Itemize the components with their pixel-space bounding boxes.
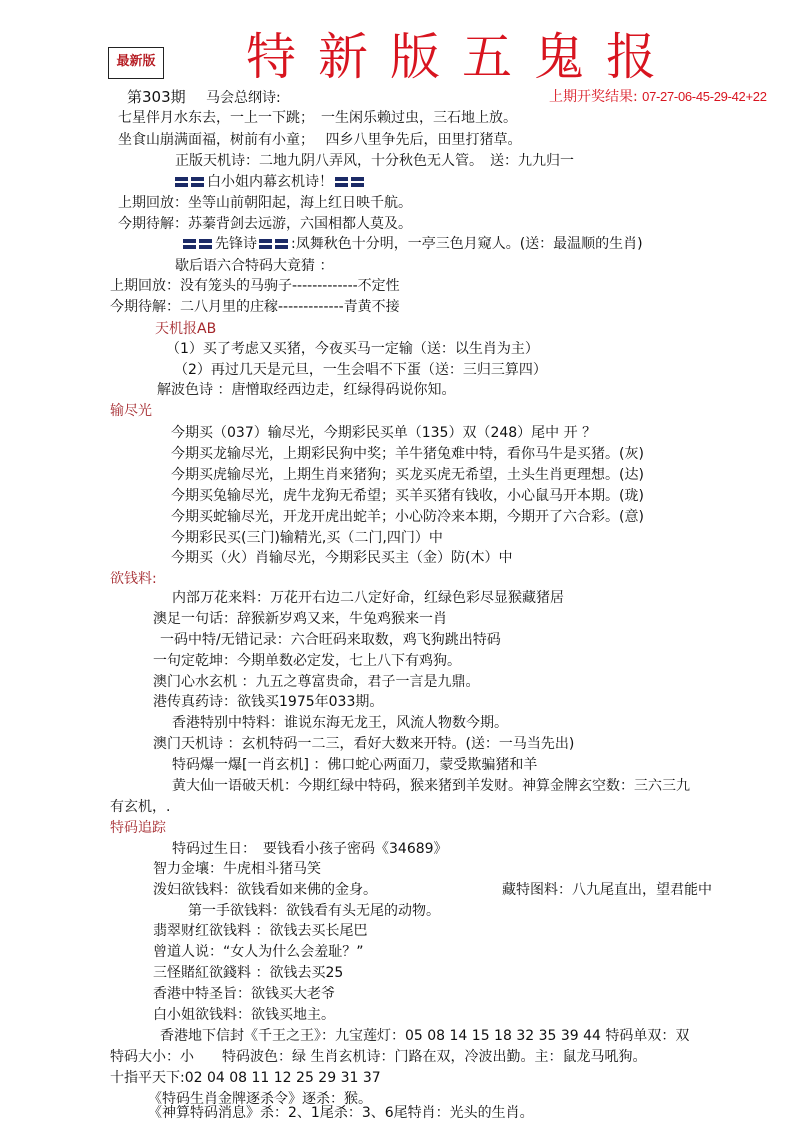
last-result-label: 上期开奖结果: <box>549 89 638 105</box>
text-line: 今期待解：二八月里的庄稼-------------青黄不接 <box>110 299 400 315</box>
text-line: 香港特别中特料：谁说东海无龙王，风流人物数今期。 <box>172 715 508 731</box>
text-line: 特码爆一爆[一肖玄机] ：佛口蛇心两面刀，蒙受欺骗猪和羊 <box>172 757 538 773</box>
text-line: 《特码生肖金牌逐杀令》逐杀：猴。 <box>148 1091 372 1107</box>
text-line: 黄大仙一语破天机：今期红绿中特码，猴来猪到羊发财。神算金牌玄空数：三六三九 <box>172 778 690 794</box>
text-line: 香港中特圣旨：欲钱买大老爷 <box>153 986 335 1002</box>
text-line: 解波色诗 ：唐憎取经西边走，红绿得码说你知。 <box>157 382 456 398</box>
text-line: 三怪賭紅欲錢料 ：欲钱去买25 <box>153 965 344 981</box>
pioneer-poem <box>181 235 643 253</box>
latest-edition-badge: 最新版 <box>108 47 164 79</box>
bars-icon <box>259 238 289 250</box>
text-line: 香港地下信封《千王之王》：九宝莲灯：05 08 14 15 18 32 35 39 44 特码单双：双 <box>160 1028 690 1044</box>
text-line: 曾道人说：“女人为什么会羞耻？” <box>153 944 364 960</box>
text-line: 内部万花来料：万花开右边二八定好命，红绿色彩尽显猴藏猪居 <box>172 590 564 606</box>
text-line: 七星伴月水东去，一上一下跳； 一生闲乐赖过虫，三石地上放。 <box>118 110 517 126</box>
text-line: 坐食山崩满面福，树前有小童； 四乡八里争先后，田里打猪草。 <box>118 132 522 148</box>
text-line: 今期买蛇输尽光，开龙开虎出蛇羊；小心防冷来本期，今期开了六合彩。(意) <box>171 509 644 525</box>
section-heading: 欲钱料: <box>110 571 157 587</box>
issue-number: 第303期 <box>127 88 186 106</box>
text-line: 特码过生日： 要钱看小孩子密码《34689》 <box>172 841 448 857</box>
bars-icon <box>183 238 213 250</box>
poem-label: 马会总纲诗: <box>206 90 281 106</box>
section-heading: 输尽光 <box>110 403 152 419</box>
bai-xiaojie-heading <box>173 173 367 191</box>
poem-text: :凤舞秋色十分明，一亭三色月窥人。(送：最温顺的生肖) <box>291 236 643 252</box>
text-line: （2）再过几天是元旦，一生会唱不下蛋（送：三归三算四） <box>174 362 547 378</box>
text-line: 澳门心水玄机 ：九五之尊富贵命，君子一言是九鼎。 <box>153 674 480 690</box>
text-line: （1）买了考虑又买猪，今夜买马一定输（送：以生肖为主） <box>166 341 539 357</box>
last-result-numbers: 07-27-06-45-29-42+22 <box>642 89 767 104</box>
heading-text: 先锋诗 <box>215 236 257 252</box>
bars-icon <box>175 176 205 188</box>
text-line: 澳足一句话：辞猴新岁鸡又来，牛兔鸡猴来一肖 <box>153 611 447 627</box>
text-line: 今期买兔输尽光，虎牛龙狗无希望；买羊买猪有钱收，小心鼠马开本期。(珑) <box>171 488 644 504</box>
text-line: 智力金壤：牛虎相斗猪马笑 <box>153 861 321 877</box>
page-title: 特新版五鬼报 <box>246 28 678 86</box>
text-line: 今期待解：苏蓁背剑去远游，六国相都人莫及。 <box>118 216 412 232</box>
last-result <box>549 88 767 106</box>
text-line: 正版天机诗：二地九阴八弄风，十分秋色无人管。 送：九九归一 <box>175 153 574 169</box>
bars-icon <box>335 176 365 188</box>
text-line: 白小姐欲钱料：欲钱买地主。 <box>153 1007 335 1023</box>
section-heading: 天机报AB <box>155 321 217 337</box>
text-line: 今期彩民买(三门)输精光,买（二门,四门）中 <box>171 530 443 546</box>
text-line: 一句定乾坤：今期单数必定发，七上八下有鸡狗。 <box>153 653 461 669</box>
section-heading: 特码追踪 <box>110 820 166 836</box>
text-line: 今期买龙输尽光，上期彩民狗中奖；羊牛猪兔难中特，看你马牛是买猪。(灰) <box>171 446 644 462</box>
text-line: 一码中特/无错记录：六合旺码来取数，鸡飞狗跳出特码 <box>160 632 501 648</box>
text-line: 澳门天机诗 ：玄机特码一二三，看好大数来开特。(送：一马当先出) <box>153 736 575 752</box>
heading-text: 白小姐内幕玄机诗！ <box>207 174 333 190</box>
text-line: 翡翠财红欲钱料 ：欲钱去买长尾巴 <box>153 923 368 939</box>
text-line: 特码大小：小 特码波色：绿 生肖玄机诗：门路在双，冷波出勤。主：鼠龙马吼狗。 <box>110 1049 647 1065</box>
text-line: 今期买（037）输尽光，今期彩民买单（135）双（248）尾中 开 ？ <box>171 425 597 441</box>
text-line: 《神算特码消息》杀：2、1尾杀：3、6尾特肖：光头的生肖。 <box>148 1105 534 1121</box>
text-line: 港传真药诗：欲钱买1975年033期。 <box>153 694 384 710</box>
text-line: 上期回放：没有笼头的马驹子-------------不定性 <box>110 278 400 294</box>
text-line: 今期买（火）肖输尽光，今期彩民买主（金）防(木）中 <box>171 550 513 566</box>
text-line: 有玄机，. <box>110 799 171 815</box>
text-line: 藏特图料：八九尾直出，望君能中 <box>502 882 712 898</box>
text-line: 泼妇欲钱料：欲钱看如来佛的金身。 <box>153 882 377 898</box>
text-line: 今期买虎输尽光，上期生肖来猪狗；买龙买虎无希望，土头生肖更理想。(达) <box>171 467 644 483</box>
text-line: 第一手欲钱料：欲钱看有头无尾的动物。 <box>188 903 440 919</box>
text-line: 上期回放：坐等山前朝阳起，海上红日映千航。 <box>118 195 412 211</box>
text-line: 十指平天下:02 04 08 11 12 25 29 31 37 <box>110 1070 381 1086</box>
text-line: 歇后语六合特码大竟猜 ： <box>175 258 334 274</box>
